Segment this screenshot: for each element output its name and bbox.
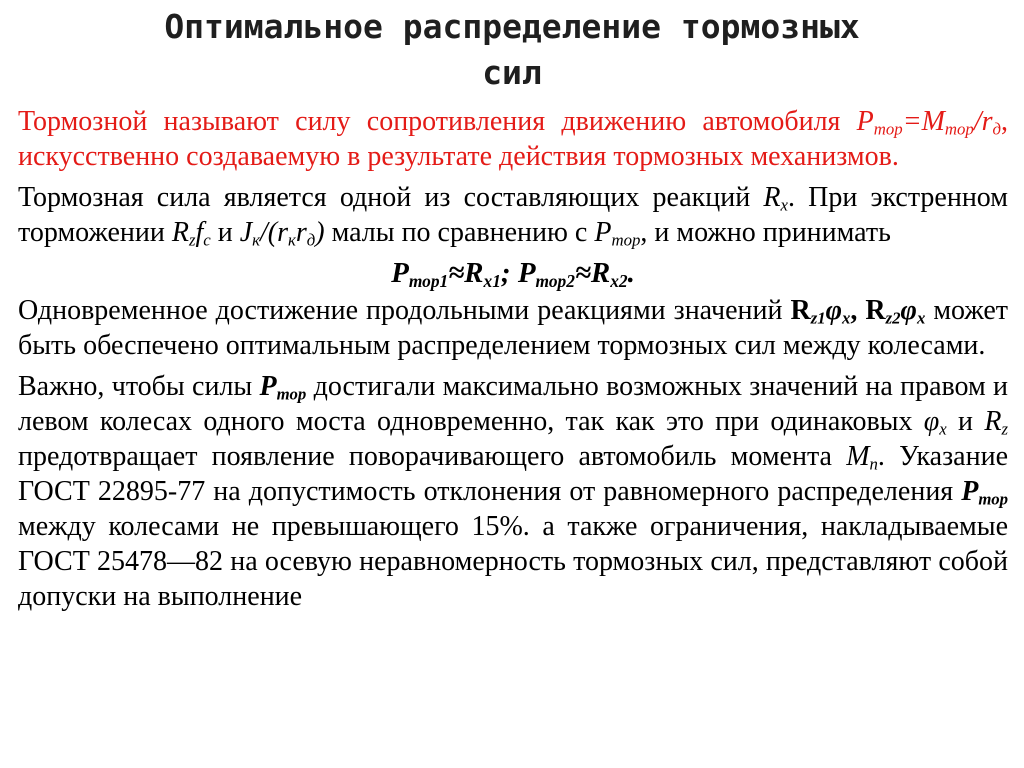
title-line-2: сил xyxy=(482,53,542,92)
separator: , xyxy=(850,295,866,326)
symbol-close-paren: ) xyxy=(315,217,325,248)
symbol-P: P xyxy=(961,476,979,507)
subscript-top: тор xyxy=(276,384,307,404)
symbol-phi: φ xyxy=(923,406,940,437)
text-run: может быть обеспечено оптимальным распределением тормозных сил между колесами. xyxy=(18,295,1008,361)
subscript-x1: x1 xyxy=(483,270,501,291)
approx-sign: ≈ xyxy=(574,257,591,289)
slide-body xyxy=(18,104,1008,620)
subscript-z: z xyxy=(1001,419,1008,439)
text-run: между колесами не превышающего 15%. а также ограничения, накладываемые ГОСТ 25478—82 на осевую неравномерность тормозных сил, представляют собой допуски на выполнение xyxy=(18,511,1008,612)
subscript-x: x xyxy=(780,195,788,215)
symbol-f: f xyxy=(195,217,204,248)
subscript-top: тор xyxy=(978,489,1008,509)
paragraph-braking-force-definition xyxy=(18,104,1008,174)
symbol-M: M xyxy=(846,441,870,472)
subscript-top: тор xyxy=(944,119,974,139)
symbol-r: r xyxy=(295,217,307,248)
formula-dot: . xyxy=(627,257,635,289)
text-run: , искусственно создаваемую в результате действия тормозных механизмов. xyxy=(18,106,1008,172)
symbol-P: P xyxy=(517,257,536,289)
paragraph-simultaneous-braking xyxy=(18,369,1008,614)
symbol-R: R xyxy=(763,182,781,213)
symbol-equals-M: =M xyxy=(902,106,945,137)
text-run: , и можно принимать xyxy=(640,217,891,248)
symbol-phi: φ xyxy=(825,295,842,326)
subscript-x: x xyxy=(842,308,851,328)
text-run: Тормозная сила является одной из составляющих реакций xyxy=(18,182,764,213)
text-run: Одновременное достижение продольными реакциями значений xyxy=(18,295,791,326)
subscript-top: тор xyxy=(873,119,903,139)
symbol-R: R xyxy=(590,257,611,289)
symbol-R: R xyxy=(865,295,886,326)
symbol-R: R xyxy=(790,295,811,326)
subscript-x: x xyxy=(916,308,926,328)
slide-title xyxy=(0,4,1024,96)
symbol-P: P xyxy=(259,371,277,402)
subscript-d: д xyxy=(306,230,316,250)
symbol-J: J xyxy=(239,217,253,248)
subscript-p: п xyxy=(869,454,878,474)
symbol-P: P xyxy=(391,257,409,289)
paragraph-reaction-components xyxy=(18,180,1008,250)
paragraph-optimal-distribution xyxy=(18,293,1008,363)
symbol-R: R xyxy=(984,406,1002,437)
title-line-1: Оптимальное распределение тормозных xyxy=(164,7,860,46)
subscript-k: к xyxy=(252,230,260,250)
formula-braking-force-approx xyxy=(18,256,1008,291)
subscript-d: д xyxy=(992,119,1001,139)
subscript-c: c xyxy=(203,230,211,250)
approx-sign: ≈ xyxy=(448,257,465,289)
text-run: . При экстренном торможении xyxy=(18,182,1008,248)
text-run: . Указание ГОСТ 22895-77 на допустимость отклонения от равномерного распределения xyxy=(18,441,1008,507)
text-run: и xyxy=(210,217,240,248)
text-run: предотвращает появление поворачивающего автомобиль момента xyxy=(18,441,847,472)
subscript-z1: z1 xyxy=(810,308,826,328)
subscript-z2: z2 xyxy=(885,308,901,328)
text-run: и xyxy=(946,406,985,437)
text-run: малы по сравнению с xyxy=(324,217,595,248)
symbol-R: R xyxy=(464,257,484,289)
symbol-slash-r: /r xyxy=(973,106,993,137)
subscript-top1: тор1 xyxy=(408,270,449,291)
subscript-x2: x2 xyxy=(610,270,628,291)
text-run: Тормозной называют силу сопротивления движению автомобиля xyxy=(18,106,857,137)
subscript-k: к xyxy=(287,230,296,250)
subscript-top2: тор2 xyxy=(535,270,575,291)
subscript-z: z xyxy=(188,230,196,250)
symbol-R: R xyxy=(171,217,189,248)
symbol-P: P xyxy=(856,106,874,137)
subscript-x: x xyxy=(939,419,947,439)
text-run: достигали максимально возможных значений на правом и левом колесах одного моста одновременно, так как это при одинаковых xyxy=(18,371,1008,437)
symbol-P: P xyxy=(594,217,612,248)
text-run: Важно, чтобы силы xyxy=(18,371,260,402)
symbol-open-r: /(r xyxy=(259,217,288,248)
subscript-top: тор xyxy=(611,230,641,250)
symbol-phi: φ xyxy=(900,295,917,326)
separator: ; xyxy=(500,257,518,289)
